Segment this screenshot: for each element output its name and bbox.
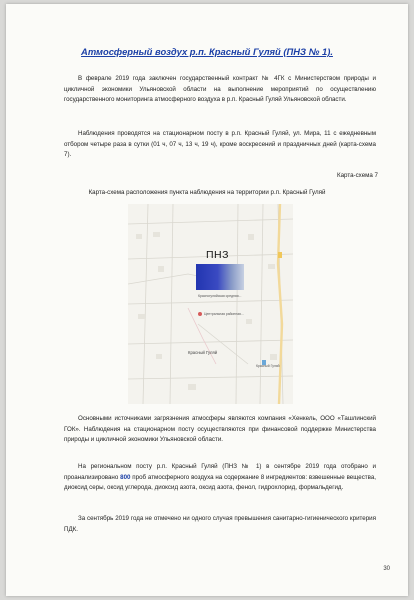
paragraph-sources <box>64 414 376 446</box>
paragraph-samples-text-pre: На региональном посту р.п. Красный Гуляй (ПНЗ № 1) в сентябре 2019 года отобрано и проанализировано <box>64 463 376 481</box>
location-pin-icon <box>198 312 202 316</box>
paragraph-observations <box>64 129 376 161</box>
map-streets <box>128 204 293 404</box>
paragraph-contract-text: В феврале 2019 года заключен государственный контракт № 4ГК с Министерством природы и цикличной экономики Ульяновской области на выполнение мероприятий по осуществлению государственного мониторинга атмосферного воздуха в р.п. Красный Гуляй Ульяновской области. <box>64 75 376 104</box>
map-caption-label: Карта-схема 7 <box>336 172 378 179</box>
paragraph-samples-text-post: проб атмосферного воздуха на содержание 8 ингредиентов: взвешенные вещества, диоксид серы, оксид углерода, диоксид азота, оксид азота, фенол, гидрохлорид, формальдегид. <box>64 473 377 492</box>
paragraph-contract <box>64 74 376 106</box>
location-map <box>128 204 293 404</box>
paragraph-sources-text: Основными источниками загрязнения атмосферы являются компания «Хенкель, ООО «Ташлинский ГОК». Наблюдения на стационарном посту осуществляются при финансовой поддержке Министерства природы и цикличной экономики Ульяновской области. <box>64 415 376 444</box>
document-title: Атмосферный воздух р.п. Красный Гуляй (ПНЗ № 1). <box>81 46 333 57</box>
map-label-school: Красногуляйская средняя... <box>198 294 242 298</box>
map-caption-title: Карта-схема расположения пункта наблюдения на территории р.п. Красный Гуляй <box>88 189 326 196</box>
paragraph-conclusion <box>64 514 376 535</box>
map-label-south: Красный Гуляй <box>256 364 280 368</box>
map-label-hospital: Центральная районная... <box>204 312 244 316</box>
paragraph-samples <box>64 462 376 494</box>
monitoring-post-label: ПНЗ <box>206 249 229 261</box>
map-label-town: Красный Гуляй <box>188 350 218 355</box>
paragraph-conclusion-text: За сентябрь 2019 года не отмечено ни одного случая превышения санитарно-гигиенического критерия ПДК. <box>64 515 376 533</box>
monitoring-post-marker <box>196 264 244 290</box>
document-page <box>6 4 408 596</box>
paragraph-observations-text: Наблюдения проводятся на стационарном посту в р.п. Красный Гуляй, ул. Мира, 11 с ежедневным отбором четыре раза в сутки (01 ч, 07 ч, 13 ч, 19 ч), кроме воскресений и праздничных дней (карта-схема 7). <box>64 130 376 159</box>
page-number: 30 <box>383 566 390 572</box>
sample-count: 800 <box>120 473 131 481</box>
